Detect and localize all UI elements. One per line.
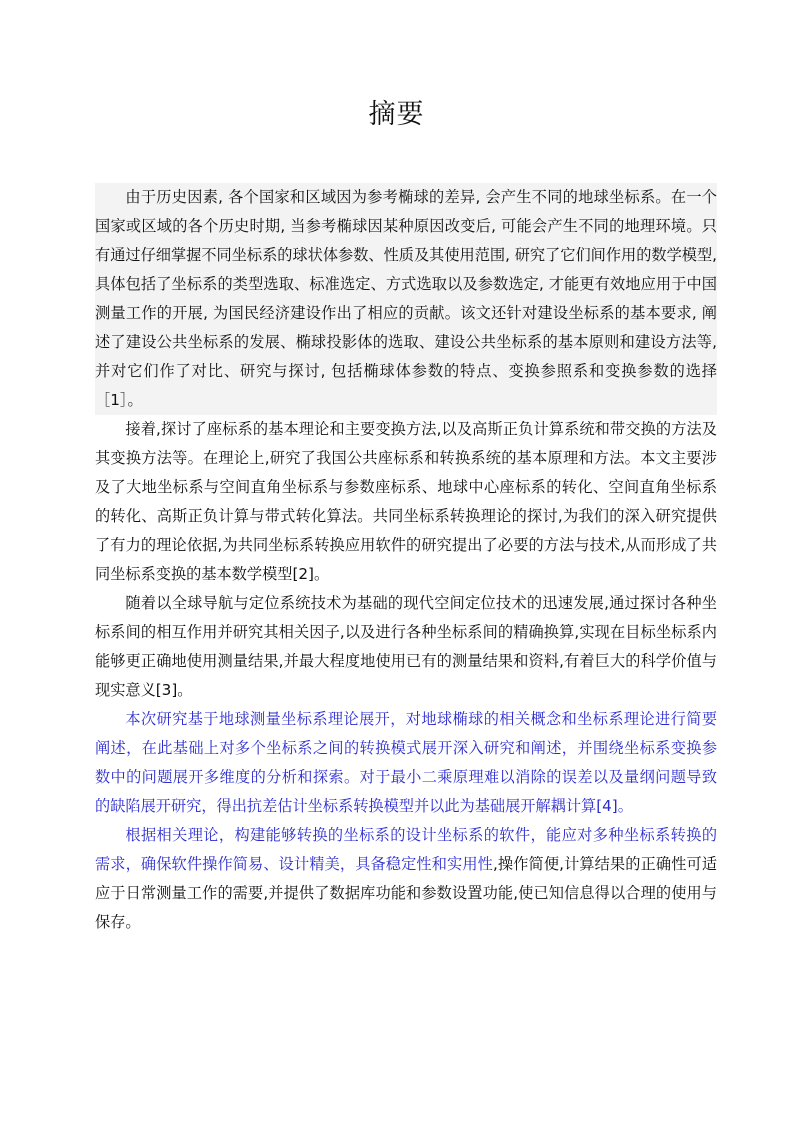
paragraph-5-text: ,操作简便,计算结果的正确性可适应于日常测量工作的需要,并提供了数据库功能和参数设置功能,使已知信息得以合理的使用与保存。 (95, 855, 718, 931)
abstract-paragraph-4 (95, 705, 717, 821)
abstract-paragraph-2: 接着,探讨了座标系的基本理论和主要变换方法,以及高斯正负计算系统和带交换的方法及其变换方法等。在理论上,研究了我国公共座标系和转换系统的基本原理和方法。本文主要涉及了大地坐标系与空间直角坐标系与参数座标系、地球中心座标系的转化、空间直角坐标系的转化、高斯正负计算与带式转化算法。共同坐标系转换理论的探讨,为我们的深入研究提供了有力的理论依据,为共同坐标系转换应用软件的研究提出了必要的方法与技术,从而形成了共同坐标系变换的基本数学模型[2]。 (95, 420, 717, 583)
citation-4: [4] (596, 797, 618, 815)
abstract-paragraph-1: 由于历史因素, 各个国家和区域因为参考椭球的差异, 会产生不同的地球坐标系。在一个国家或区域的各个历史时期, 当参考椭球因某种原因改变后, 可能会产生不同的地理环境。只有通过仔细掌握不同坐标系的球状体参数、性质及其使用范围, 研究了它们间作用的数学模型, 具体包括了坐标系的类型选取、标准选定、方式选取以及参数选定, 才能更有效地应用于中国测量工作的开展, 为国民经济建设作出了相应的贡献。该文还针对建设坐标系的基本要求, 阐述了建设公共坐标系的发展、椭球投影体的选取、建设公共坐标系的基本原则和建设方法等, 并对它们作了对比、研究与探讨, 包括椭球体参数的特点、变换参照系和变换参数的选择［1］。 (95, 183, 717, 415)
abstract-paragraph-3: 随着以全球导航与定位系统技术为基础的现代空间定位技术的迅速发展,通过探讨各种坐标系间的相互作用并研究其相关因子,以及进行各种坐标系间的精确换算,实现在目标坐标系内能够更正确地使用测量结果,并最大程度地使用已有的测量结果和资料,有着巨大的科学价值与现实意义[3]。 (95, 594, 717, 699)
abstract-paragraph-5 (95, 821, 717, 937)
paragraph-4-text: 本次研究基于地球测量坐标系理论展开，对地球椭球的相关概念和坐标系理论进行简要阐述，在此基础上对多个坐标系之间的转换模式展开深入研究和阐述，并围绕坐标系变换参数中的问题展开多维度的分析和探索。对于最小二乘原理难以消除的误差以及量纲问题导致的缺陷展开研究，得出抗差估计坐标系转换模型并以此为基础展开解耦计算 (95, 710, 717, 815)
paragraph-4-end: 。 (617, 797, 633, 815)
abstract-body (95, 183, 717, 937)
paragraph-5-accent-text: 根据相关理论，构建能够转换的坐标系的设计坐标系的软件，能应对多种坐标系转换的需求，确保软件操作简易、设计精美，具备稳定性和实用性 (95, 826, 717, 873)
page-title: 摘要 (368, 99, 425, 130)
